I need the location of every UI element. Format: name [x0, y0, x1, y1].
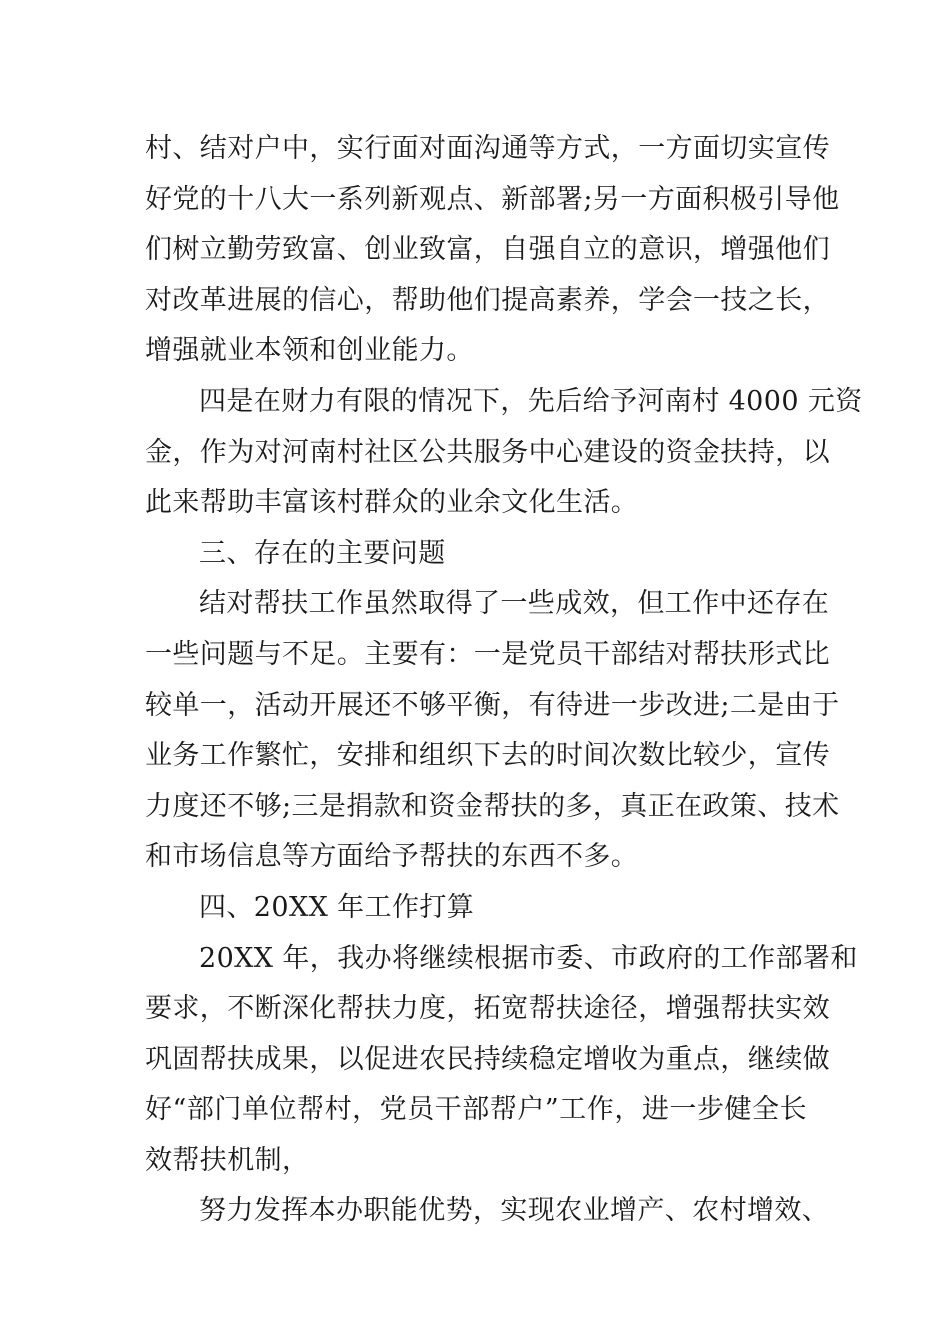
section-heading: 三、存在的主要问题: [199, 537, 446, 569]
text-line: 增强就业本领和创业能力。: [145, 335, 474, 367]
paragraph-problems: [145, 579, 840, 883]
text-line: 力度还不够;三是捐款和资金帮扶的多，真正在政策、技术: [145, 790, 840, 822]
text-line: 金，作为对河南村社区公共服务中心建设的资金扶持，以: [145, 436, 830, 468]
document-body: [145, 124, 863, 1237]
text-line: 一些问题与不足。主要有：一是党员干部结对帮扶形式比: [145, 638, 830, 670]
text-line: 好党的十八大一系列新观点、新部署;另一方面积极引导他: [145, 183, 840, 215]
text-line: 对改革进展的信心，帮助他们提高素养，学会一技之长，: [145, 284, 830, 316]
paragraph-function-advantage: [145, 1186, 830, 1237]
text-line: 业务工作繁忙，安排和组织下去的时间次数比较少，宣传: [145, 740, 830, 772]
paragraph-funding-support: [145, 377, 863, 529]
text-line: 要求，不断深化帮扶力度，拓宽帮扶途径，增强帮扶实效: [145, 993, 830, 1025]
section-heading-work-plan: [145, 883, 807, 934]
paragraph-work-plan: [145, 934, 858, 1187]
text-line: 此来帮助丰富该村群众的业余文化生活。: [145, 487, 639, 519]
text-line: 村、结对户中，实行面对面沟通等方式，一方面切实宣传: [145, 133, 830, 164]
text-line: 和市场信息等方面给予帮扶的东西不多。: [145, 841, 639, 873]
text-line: 结对帮扶工作虽然取得了一些成效，但工作中还存在: [199, 588, 830, 620]
text-line: 效帮扶机制，: [145, 1144, 310, 1176]
section-heading-main-problems: [145, 529, 807, 580]
text-line: 努力发挥本办职能优势，实现农业增产、农村增效、: [199, 1195, 830, 1227]
paragraph-village-publicity: [145, 124, 840, 377]
text-line: 较单一，活动开展还不够平衡，有待进一步改进;二是由于: [145, 689, 840, 721]
text-line: 巩固帮扶成果，以促进农民持续稳定增收为重点，继续做: [145, 1043, 830, 1075]
section-heading: 四、20XX 年工作打算: [199, 891, 475, 923]
text-line: 好“部门单位帮村，党员干部帮户”工作，进一步健全长: [145, 1094, 807, 1126]
text-line: 四是在财力有限的情况下，先后给予河南村 4000 元资: [199, 385, 863, 417]
text-line: 20XX 年，我办将继续根据市委、市政府的工作部署和: [199, 942, 858, 974]
text-line: 们树立勤劳致富、创业致富，自强自立的意识，增强他们: [145, 234, 830, 266]
